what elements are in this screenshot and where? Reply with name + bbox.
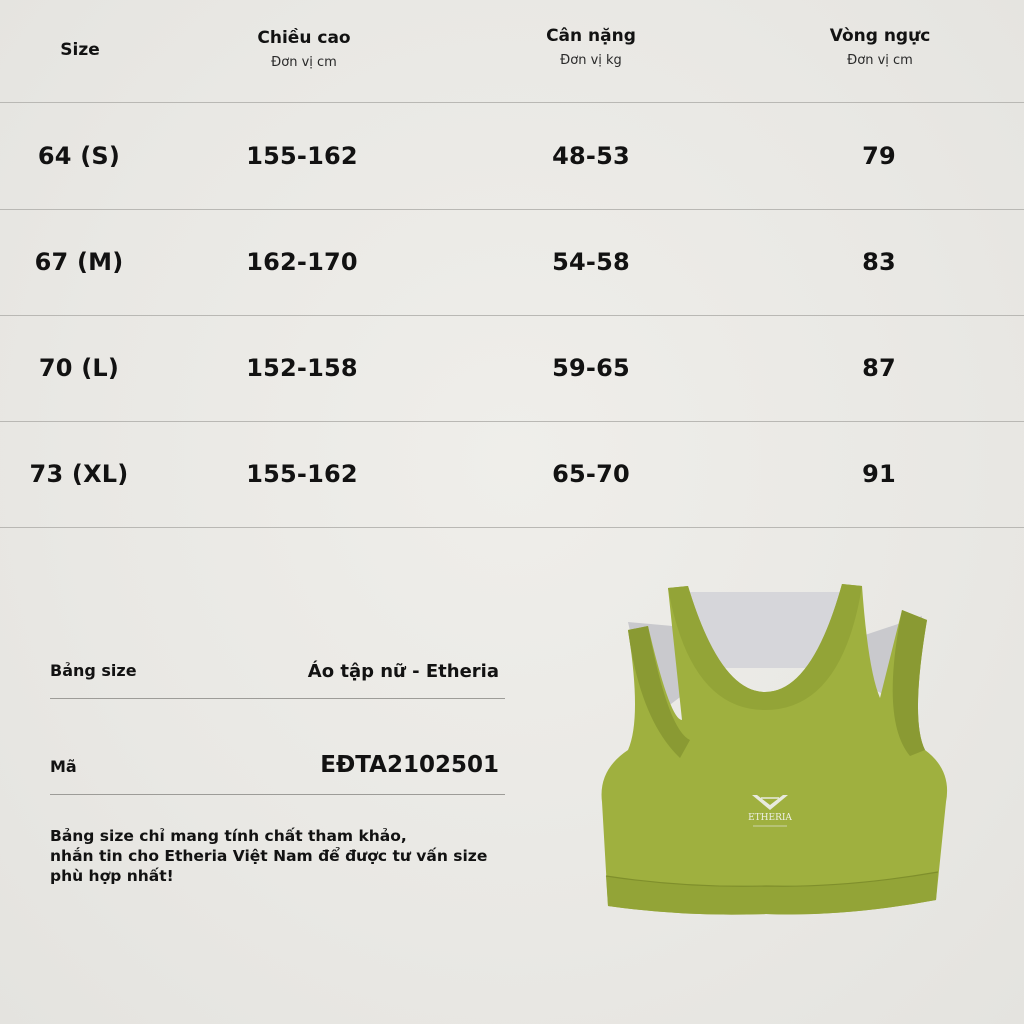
cell-weight: 65-70 [552,460,630,488]
cell-weight: 54-58 [552,248,630,276]
cell-size: 70 (L) [38,354,120,382]
size-table-label: Bảng size [50,661,137,680]
table-row [0,315,1024,422]
table-row [0,421,1024,528]
note-line: Bảng size chỉ mang tính chất tham khảo, [50,827,407,845]
info-row [50,752,505,795]
size-table-info-row [50,661,505,699]
cell-size: 73 (XL) [29,460,129,488]
header-height [257,28,350,70]
table-header [0,0,1024,103]
code-value: EĐTA2102501 [320,752,499,778]
header-title: Cân nặng [546,26,636,46]
table-row [0,103,1024,210]
header-title: Chiều cao [257,28,351,48]
header-weight [546,26,636,68]
cell-height: 152-158 [246,354,358,382]
logo-text: ETHERIA [748,813,792,823]
header-unit: Đơn vị cm [271,55,337,70]
header-size [60,40,100,60]
cell-chest: 91 [862,460,896,488]
cell-size: 67 (M) [34,248,124,276]
header-unit: Đơn vị cm [847,53,913,68]
cell-height: 162-170 [246,248,358,276]
size-note [50,826,520,886]
cell-height: 155-162 [246,460,358,488]
cell-weight: 48-53 [552,142,630,170]
note-line: nhắn tin cho Etheria Việt Nam để được tư vấn size [50,847,488,865]
header-unit: Đơn vị kg [560,53,622,68]
info-row [50,661,505,699]
cell-size: 64 (S) [37,142,121,170]
header-chest [830,26,931,68]
cell-chest: 83 [862,248,896,276]
cell-chest: 79 [862,142,896,170]
product-image-sports-bra [580,570,970,960]
product-code-row [50,752,505,795]
table-row [0,209,1024,316]
cell-chest: 87 [862,354,896,382]
product-name: Áo tập nữ - Etheria [307,661,499,682]
header-title: Vòng ngực [829,26,931,46]
cell-weight: 59-65 [552,354,630,382]
code-label: Mã [50,757,77,776]
header-title: Size [60,40,100,60]
cell-height: 155-162 [246,142,358,170]
note-line: phù hợp nhất! [50,867,174,885]
